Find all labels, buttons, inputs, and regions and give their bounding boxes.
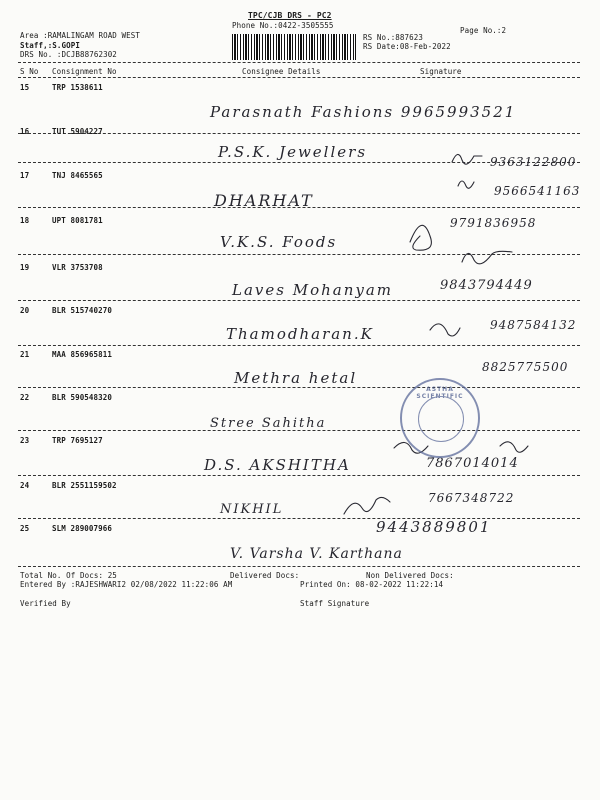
row-16-sno: 16 bbox=[20, 127, 30, 136]
handwritten-phone-16: 9363122800 bbox=[490, 155, 577, 169]
handwritten-consignee-24: NIKHIL bbox=[220, 502, 284, 517]
handwritten-phone-17: 9566541163 bbox=[494, 184, 581, 198]
row-23-sno: 23 bbox=[20, 436, 30, 445]
row-17-cno: TNJ 8465565 bbox=[52, 171, 103, 180]
col-signature: Signature bbox=[420, 67, 462, 76]
handwritten-phone-25: 9443889801 bbox=[376, 518, 492, 536]
handwritten-phone-18: 9791836958 bbox=[450, 216, 537, 230]
row-19-sno: 19 bbox=[20, 263, 30, 272]
handwritten-consignee-20: Thamodharan.K bbox=[226, 325, 374, 343]
delivered-docs: Delivered Docs: bbox=[230, 571, 300, 580]
rs-number: RS No.:887623 bbox=[363, 33, 423, 42]
signature-mark bbox=[410, 225, 431, 250]
verified-by: Verified By bbox=[20, 599, 71, 608]
signature-mark bbox=[500, 442, 528, 452]
signature-mark bbox=[344, 497, 390, 514]
row-17-sno: 17 bbox=[20, 171, 30, 180]
row-22-sno: 22 bbox=[20, 393, 30, 402]
col-sno: S No bbox=[20, 67, 39, 76]
row-20-cno: BLR 515740270 bbox=[52, 306, 112, 315]
handwritten-phone-23: 7867014014 bbox=[426, 456, 519, 471]
handwritten-phone-24: 7667348722 bbox=[428, 491, 515, 505]
printed-on: Printed On: 08-02-2022 11:22:14 bbox=[300, 580, 444, 589]
row-15-cno: TRP 1538611 bbox=[52, 83, 103, 92]
document-title: TPC/CJB DRS - PC2 bbox=[248, 11, 332, 20]
handwritten-phone-19: 9843794449 bbox=[440, 278, 533, 293]
row-16-cno: TUT 5904227 bbox=[52, 127, 103, 136]
col-consignment: Consignment No bbox=[52, 67, 117, 76]
handwritten-consignee-18: V.K.S. Foods bbox=[220, 233, 338, 251]
row-23-cno: TRP 7695127 bbox=[52, 436, 103, 445]
signature-mark bbox=[452, 154, 482, 164]
handwritten-consignee-15: Parasnath Fashions 9965993521 bbox=[210, 103, 517, 121]
row-22-cno: BLR 590548320 bbox=[52, 393, 112, 402]
stamp-inner-ring bbox=[418, 396, 464, 442]
row-25-sno: 25 bbox=[20, 524, 30, 533]
page-number: Page No.:2 bbox=[460, 26, 507, 35]
drs-number: DRS No. :DCJB88762302 bbox=[20, 50, 117, 59]
handwritten-consignee-19: Laves Mohanyam bbox=[232, 281, 394, 299]
total-docs: Total No. Of Docs: 25 bbox=[20, 571, 117, 580]
handwritten-consignee-17: DHARHAT bbox=[214, 191, 314, 210]
stamp-text: ASTHA SCIENTIFIC bbox=[416, 386, 464, 400]
col-consignee: Consignee Details bbox=[242, 67, 321, 76]
area-label: Area :RAMALINGAM ROAD WEST bbox=[20, 31, 140, 40]
row-25-cno: SLM 289007966 bbox=[52, 524, 112, 533]
signature-mark bbox=[462, 251, 512, 264]
handwritten-phone-21: 8825775500 bbox=[482, 360, 569, 374]
row-18-sno: 18 bbox=[20, 216, 30, 225]
row-19-cno: VLR 3753708 bbox=[52, 263, 103, 272]
non-delivered-docs: Non Delivered Docs: bbox=[366, 571, 454, 580]
row-24-cno: BLR 2551159502 bbox=[52, 481, 117, 490]
staff-signature: Staff Signature bbox=[300, 599, 370, 608]
signature-mark bbox=[430, 324, 460, 336]
handwritten-consignee-22: Stree Sahitha bbox=[210, 416, 327, 431]
row-20-sno: 20 bbox=[20, 306, 30, 315]
row-24-sno: 24 bbox=[20, 481, 30, 490]
row-15-sno: 15 bbox=[20, 83, 30, 92]
row-21-sno: 21 bbox=[20, 350, 30, 359]
handwritten-consignee-16: P.S.K. Jewellers bbox=[218, 143, 368, 161]
rs-date: RS Date:08-Feb-2022 bbox=[363, 42, 451, 51]
entered-by: Entered By :RAJESHWARI2 02/08/2022 11:22:06 AM bbox=[20, 580, 233, 589]
handwritten-phone-20: 9487584132 bbox=[490, 318, 577, 332]
signature-mark bbox=[458, 181, 474, 188]
handwritten-consignee-21: Methra hetal bbox=[234, 369, 358, 387]
handwritten-consignee-23: D.S. AKSHITHA bbox=[204, 456, 351, 474]
row-21-cno: MAA 856965811 bbox=[52, 350, 112, 359]
handwritten-consignee-25: V. Varsha V. Karthana bbox=[230, 546, 403, 562]
staff-label: Staff,:S.GOPI bbox=[20, 41, 80, 50]
row-18-cno: UPT 8081781 bbox=[52, 216, 103, 225]
rubber-stamp bbox=[400, 378, 480, 458]
phone-number: Phone No.:0422-3505555 bbox=[232, 21, 334, 30]
